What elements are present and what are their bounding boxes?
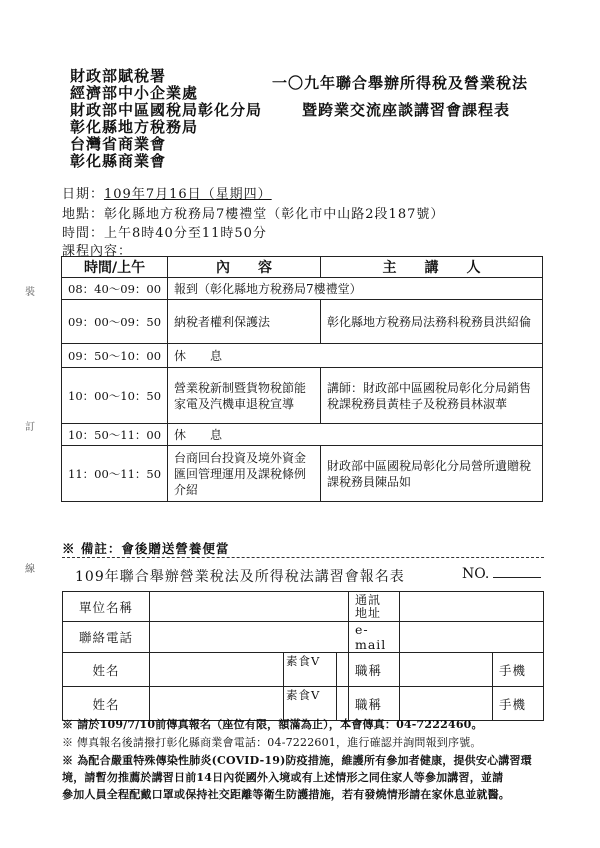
- table-row: [62, 424, 543, 446]
- organizer-5: 台灣省商業會: [70, 135, 167, 153]
- schedule-header-row: [62, 257, 543, 278]
- organizer-2: 經濟部中小企業處: [70, 84, 199, 102]
- row-content: 納稅者權利保護法: [168, 300, 321, 344]
- table-row: [62, 368, 543, 424]
- title-line-1: 一〇九年聯合舉辦所得稅及營業稅法: [272, 74, 529, 92]
- footnote-covid-2: 境，請暫勿推薦於講習日前14日內從國外入境或有上述情形之同住家人等參加講習，並請: [62, 771, 504, 784]
- unit-field[interactable]: [150, 592, 349, 622]
- phone-label: 聯絡電話: [63, 622, 150, 653]
- registration-number-label: NO.: [462, 566, 490, 582]
- remark-note: ※ 備註：會後贈送營養便當: [62, 541, 230, 556]
- table-row: [62, 446, 543, 502]
- place-line: [62, 203, 444, 222]
- footnote-covid-1: ※ 為配合嚴重特殊傳染性肺炎(COVID-19)防疫措施，維護所有參加者健康，提供安心講習環: [62, 754, 532, 767]
- header-time: 時間/上午: [62, 257, 168, 278]
- registration-number-field[interactable]: [493, 577, 541, 578]
- row-content: 報到（彰化縣地方稅務局7樓禮堂）: [168, 278, 543, 300]
- schedule-table: [61, 256, 543, 502]
- reg-row-unit: [63, 592, 544, 622]
- row-speaker: 財政部中區國稅局彰化分局營所遺贈稅課稅務員陳品如: [321, 446, 543, 502]
- mobile-label: 手機: [493, 653, 544, 687]
- row-content: 休 息: [168, 344, 543, 368]
- row-content: 營業稅新制暨貨物稅節能家電及汽機車退稅宣導: [168, 368, 321, 424]
- table-row: [62, 278, 543, 300]
- registration-title: 109年聯合舉辦營業稅法及所得稅法講習會報名表: [75, 569, 405, 585]
- organizer-4: 彰化縣地方稅務局: [70, 118, 199, 136]
- vegetarian-option[interactable]: 素食V: [283, 687, 336, 721]
- registration-table: [62, 591, 544, 721]
- row-time: 08：40～09：00: [62, 278, 168, 300]
- job-title-label: 職稱: [349, 653, 400, 687]
- unit-label: 單位名稱: [63, 592, 150, 622]
- reg-row-phone: [63, 622, 544, 653]
- name-field[interactable]: [150, 653, 284, 687]
- vegetarian-option[interactable]: 素食V: [283, 653, 336, 687]
- row-time: 09：00～09：50: [62, 300, 168, 344]
- course-content-label: 課程內容：: [62, 244, 133, 259]
- organizer-6: 彰化縣商業會: [70, 152, 167, 170]
- header-speaker: 主 講 人: [321, 257, 543, 278]
- table-row: [62, 300, 543, 344]
- footnote-confirm: ※ 傳真報名後請撥打彰化縣商業會電話：04-7222601，進行確認并詢問報到序號。: [62, 736, 482, 749]
- row-time: 10：50～11：00: [62, 424, 168, 446]
- row-speaker: 彰化縣地方稅務局法務科稅務員洪紹倫: [321, 300, 543, 344]
- row-content: 休 息: [168, 424, 543, 446]
- job-title-field[interactable]: [400, 653, 493, 687]
- phone-field[interactable]: [150, 622, 349, 653]
- place-value: 彰化縣地方稅務局7樓禮堂（彰化市中山路2段187號）: [104, 207, 445, 222]
- date-line: [62, 183, 272, 202]
- row-time: 10：00～10：50: [62, 368, 168, 424]
- organizer-3: 財政部中區國稅局彰化分局: [70, 101, 263, 119]
- binding-mark-middle: 訂: [25, 422, 35, 433]
- organizer-list: [70, 68, 262, 170]
- title-line-2: 暨跨業交流座談講習會課程表: [302, 101, 511, 119]
- time-label: 時間：: [62, 226, 105, 241]
- header-content: 內 容: [168, 257, 321, 278]
- time-value: 上午8時40分至11時50分: [104, 226, 267, 241]
- date-label: 日期：: [62, 187, 105, 202]
- table-row: [62, 344, 543, 368]
- job-title-label: 職稱: [349, 687, 400, 721]
- address-field[interactable]: [400, 592, 544, 622]
- address-label: 通訊地址: [349, 592, 400, 622]
- cut-line: [62, 557, 544, 558]
- binding-mark-top: 裝: [25, 287, 35, 298]
- footnote-deadline: ※ 請於109/7/10前傳真報名（座位有限，額滿為止），本會傳真：04-7222460。: [62, 718, 483, 731]
- time-line: [62, 222, 267, 241]
- row-time: 11：00～11：50: [62, 446, 168, 502]
- email-field[interactable]: [400, 622, 544, 653]
- place-label: 地點：: [62, 207, 105, 222]
- row-speaker: 講師：財政部中區國稅局彰化分局銷售稅課稅務員黃桂子及稅務員林淑華: [321, 368, 543, 424]
- email-label: e-mail: [349, 622, 400, 653]
- row-content: 台商回台投資及境外資金匯回管理運用及課稅條例介紹: [168, 446, 321, 502]
- organizer-1: 財政部賦稅署: [70, 67, 167, 85]
- row-time: 09：50～10：00: [62, 344, 168, 368]
- footnote-covid-3: 參加人員全程配戴口罩或保持社交距離等衛生防護措施，若有發燒情形請在家休息並就醫。: [62, 788, 510, 801]
- date-value: 109年7月16日（星期四）: [104, 187, 272, 202]
- name-label: 姓名: [63, 687, 150, 721]
- name-label: 姓名: [63, 653, 150, 687]
- reg-row-attendee-1: [63, 653, 544, 687]
- registration-number: [462, 566, 541, 582]
- binding-mark-bottom: 線: [25, 564, 35, 575]
- mobile-label: 手機: [493, 687, 544, 721]
